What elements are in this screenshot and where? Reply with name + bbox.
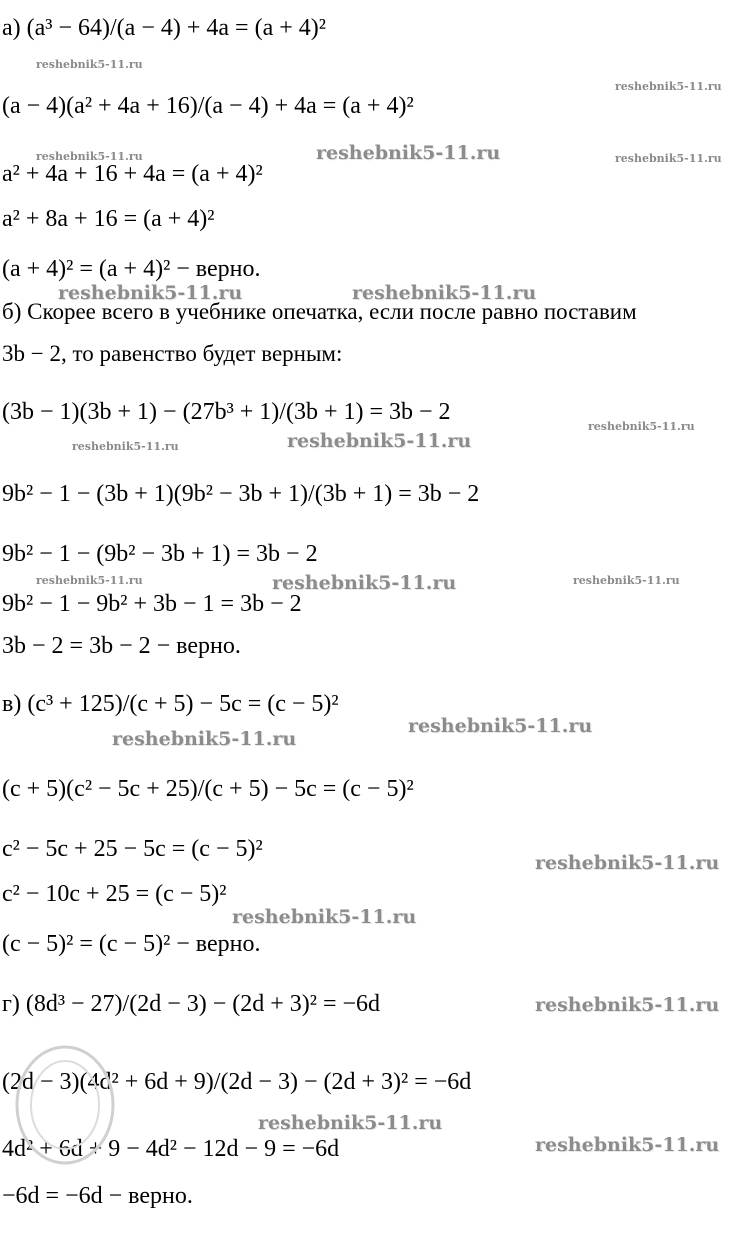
watermark: reshebnik5-11.ru: [287, 430, 472, 452]
watermark: reshebnik5-11.ru: [232, 906, 417, 928]
equation-c-line-1: в) (c³ + 125)/(c + 5) − 5c = (c − 5)²: [2, 691, 339, 717]
equation-c-line-3: c² − 5c + 25 − 5c = (c − 5)²: [2, 836, 263, 862]
equation-d-line-2: (2d − 3)(4d² + 6d + 9)/(2d − 3) − (2d + 3)² = −6d: [2, 1069, 472, 1095]
watermark: reshebnik5-11.ru: [112, 728, 297, 750]
watermark: reshebnik5-11.ru: [615, 80, 722, 93]
watermark: reshebnik5-11.ru: [615, 152, 722, 165]
equation-a-line-4: a² + 8a + 16 = (a + 4)²: [2, 206, 215, 232]
watermark: reshebnik5-11.ru: [36, 58, 143, 71]
watermark: reshebnik5-11.ru: [535, 852, 720, 874]
part-b-note-line-1: б) Скорее всего в учебнике опечатка, если после равно поставим: [2, 299, 637, 324]
watermark: reshebnik5-11.ru: [573, 574, 680, 587]
watermark: reshebnik5-11.ru: [258, 1112, 443, 1134]
equation-d-line-4: −6d = −6d − верно.: [2, 1183, 193, 1209]
watermark: reshebnik5-11.ru: [408, 715, 593, 737]
watermark: reshebnik5-11.ru: [352, 282, 537, 304]
watermark: reshebnik5-11.ru: [316, 142, 501, 164]
watermark: reshebnik5-11.ru: [72, 440, 179, 453]
watermark: reshebnik5-11.ru: [272, 572, 457, 594]
equation-a-line-1: а) (a³ − 64)/(a − 4) + 4a = (a + 4)²: [2, 15, 326, 41]
equation-d-line-1: г) (8d³ − 27)/(2d − 3) − (2d + 3)² = −6d: [2, 991, 381, 1017]
seal-watermark-icon: [10, 1040, 120, 1170]
equation-c-line-2: (c + 5)(c² − 5c + 25)/(c + 5) − 5c = (c − 5)²: [2, 776, 414, 802]
equation-b-line-2: 9b² − 1 − (3b + 1)(9b² − 3b + 1)/(3b + 1) = 3b − 2: [2, 481, 480, 507]
part-b-note-line-2: 3b − 2, то равенство будет верным:: [2, 341, 343, 366]
equation-b-line-1: (3b − 1)(3b + 1) − (27b³ + 1)/(3b + 1) = 3b − 2: [2, 399, 451, 425]
equation-c-line-4: c² − 10c + 25 = (c − 5)²: [2, 881, 227, 907]
equation-a-line-5: (a + 4)² = (a + 4)² − верно.: [2, 256, 261, 282]
equation-c-line-5: (c − 5)² = (c − 5)² − верно.: [2, 931, 261, 957]
watermark: reshebnik5-11.ru: [535, 994, 720, 1016]
equation-a-line-3: a² + 4a + 16 + 4a = (a + 4)²: [2, 161, 263, 187]
equation-b-line-4: 9b² − 1 − 9b² + 3b − 1 = 3b − 2: [2, 591, 302, 617]
watermark: reshebnik5-11.ru: [58, 282, 243, 304]
equation-d-line-3: 4d² + 6d + 9 − 4d² − 12d − 9 = −6d: [2, 1136, 340, 1162]
equation-b-line-3: 9b² − 1 − (9b² − 3b + 1) = 3b − 2: [2, 541, 318, 567]
watermark: reshebnik5-11.ru: [588, 420, 695, 433]
watermark: reshebnik5-11.ru: [36, 150, 143, 163]
equation-a-line-2: (a − 4)(a² + 4a + 16)/(a − 4) + 4a = (a + 4)²: [2, 93, 414, 119]
equation-b-line-5: 3b − 2 = 3b − 2 − верно.: [2, 633, 241, 659]
watermark: reshebnik5-11.ru: [535, 1134, 720, 1156]
watermark: reshebnik5-11.ru: [36, 574, 143, 587]
